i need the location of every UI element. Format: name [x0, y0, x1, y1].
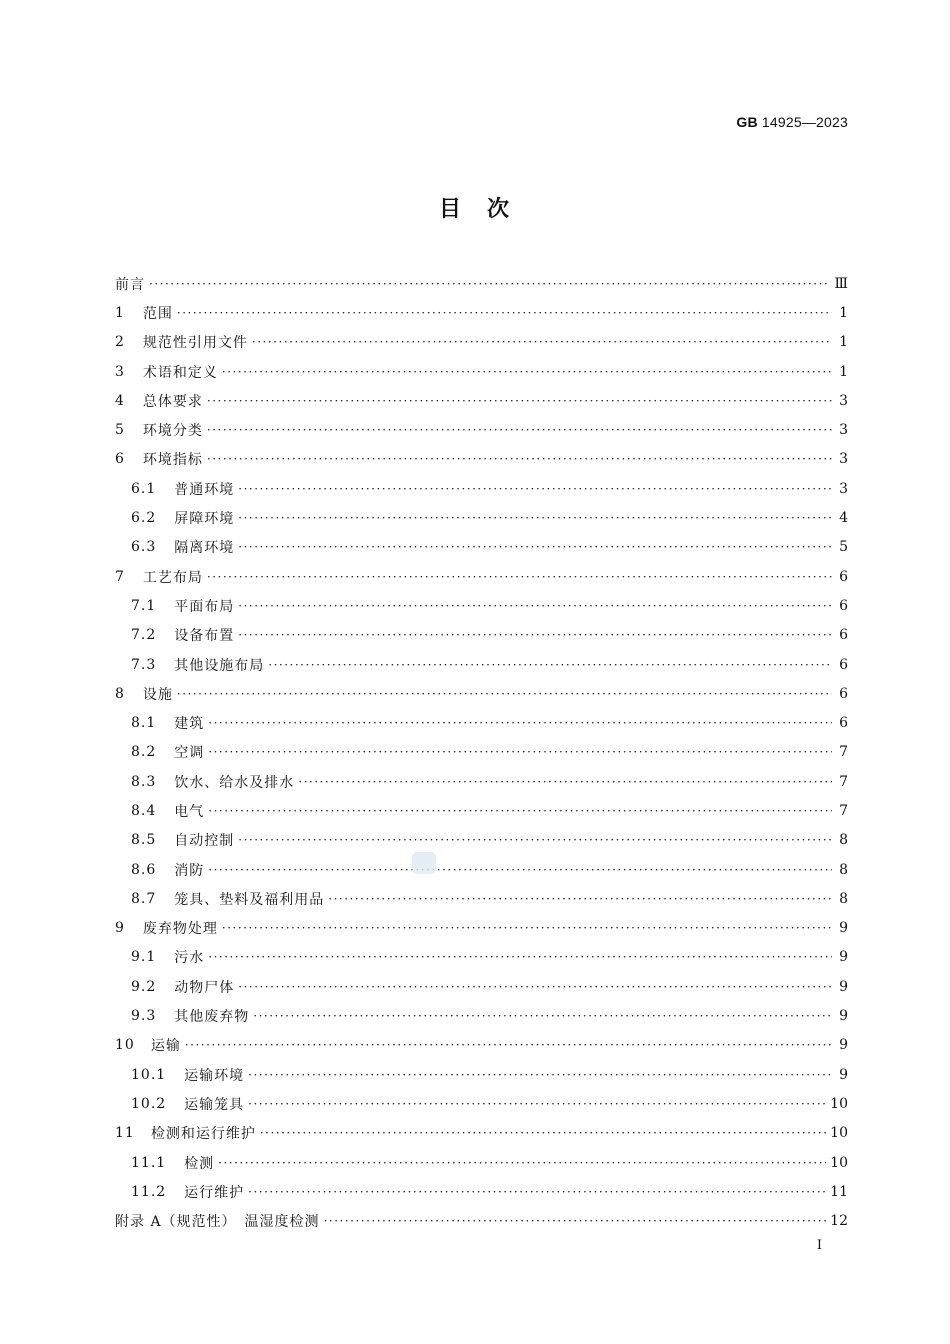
toc-dot-leader [149, 277, 830, 291]
toc-dot-leader [248, 1185, 826, 1199]
toc-entry-page: 3 [839, 392, 848, 409]
toc-entry[interactable] [115, 855, 848, 884]
toc-dot-leader [207, 452, 832, 466]
toc-entry-page: 7 [839, 773, 848, 790]
watermark-logo [412, 852, 436, 874]
toc-entry-page: 10 [830, 1125, 848, 1142]
toc-dot-leader [268, 658, 832, 672]
toc-entry-page: 11 [830, 1183, 848, 1200]
toc-entry-title: 隔离环境 [174, 540, 235, 557]
toc-dot-leader [207, 394, 832, 408]
toc-entry-title: 附录 A（规范性） 温湿度检测 [115, 1214, 320, 1231]
page-number: Ⅰ [816, 1238, 822, 1253]
toc-dot-leader [238, 599, 832, 613]
toc-entry-page: Ⅲ [834, 275, 848, 292]
toc-entry-number: 9.1 [131, 949, 157, 966]
toc-entry-page: 4 [839, 510, 848, 527]
toc-entry-page: 3 [839, 422, 848, 439]
toc-entry[interactable] [115, 1207, 848, 1236]
toc-dot-leader [252, 335, 832, 349]
toc-entry-title: 环境指标 [142, 452, 203, 469]
toc-entry-page: 8 [839, 861, 848, 878]
toc-entry[interactable] [115, 1001, 848, 1030]
toc-entry-number: 7.1 [131, 597, 157, 614]
toc-entry-number: 8 [115, 685, 125, 702]
toc-dot-leader [177, 306, 832, 320]
toc-dot-leader [208, 950, 832, 964]
toc-entry-page: 8 [839, 890, 848, 907]
standard-code-number: 14925—2023 [761, 114, 848, 130]
toc-entry-page: 8 [839, 832, 848, 849]
toc-entry-number: 6 [115, 451, 125, 468]
toc-dot-leader [324, 1214, 827, 1228]
toc-entry-title: 其他废弃物 [174, 1009, 250, 1026]
toc-entry-title: 其他设施布局 [174, 657, 265, 674]
toc-entry-number: 6.3 [131, 539, 157, 556]
toc-dot-leader [208, 804, 832, 818]
toc-entry-title: 建筑 [174, 716, 205, 733]
toc-entry-title: 电气 [174, 803, 205, 820]
toc-entry-page: 1 [839, 304, 848, 321]
toc-entry-number: 8.7 [131, 890, 157, 907]
toc-entry-title: 普通环境 [174, 481, 235, 498]
toc-entry[interactable] [115, 914, 848, 943]
toc-entry-title: 运行维护 [184, 1184, 245, 1201]
toc-entry-number: 8.6 [131, 861, 157, 878]
toc-dot-leader [208, 716, 832, 730]
toc-entry-number: 10.1 [131, 1066, 167, 1083]
toc-entry-number: 3 [115, 363, 125, 380]
toc-entry-title: 范围 [142, 305, 173, 322]
toc-entry-number: 8.4 [131, 802, 157, 819]
toc-entry-title: 设备布置 [174, 628, 235, 645]
toc-entry-number: 11.1 [131, 1154, 167, 1171]
toc-entry[interactable] [115, 621, 848, 650]
toc-entry-number: 10 [115, 1037, 135, 1054]
toc-entry-page: 6 [839, 685, 848, 702]
toc-dot-leader [222, 365, 832, 379]
toc-entry[interactable] [115, 269, 848, 298]
toc-entry-page: 6 [839, 568, 848, 585]
toc-entry-title: 工艺布局 [142, 569, 203, 586]
toc-entry-title: 自动控制 [174, 833, 235, 850]
toc-dot-leader [248, 1097, 826, 1111]
toc-dot-leader [248, 1068, 832, 1082]
toc-entry-page: 10 [830, 1095, 848, 1112]
toc-entry-page: 9 [839, 978, 848, 995]
toc-entry-title: 运输 [150, 1038, 181, 1055]
toc-entry-page: 6 [839, 627, 848, 644]
toc-entry-number: 9 [115, 920, 125, 937]
table-of-contents [115, 269, 848, 1236]
toc-dot-leader [298, 775, 832, 789]
toc-entry-number: 8.2 [131, 744, 157, 761]
toc-entry[interactable] [115, 884, 848, 913]
toc-entry[interactable] [115, 445, 848, 474]
toc-dot-leader [238, 511, 832, 525]
toc-entry[interactable] [115, 826, 848, 855]
toc-entry-title: 消防 [174, 862, 205, 879]
toc-entry[interactable] [115, 415, 848, 444]
toc-dot-leader [328, 892, 832, 906]
toc-dot-leader [238, 980, 832, 994]
toc-entry-page: 3 [839, 451, 848, 468]
toc-entry-page: 9 [839, 1066, 848, 1083]
toc-entry-page: 6 [839, 656, 848, 673]
page-title: 目 次 [438, 197, 511, 222]
toc-entry-title: 饮水、给水及排水 [174, 774, 295, 791]
toc-dot-leader [177, 687, 832, 701]
toc-dot-leader [207, 570, 832, 584]
toc-entry-title: 前言 [115, 276, 145, 293]
toc-entry[interactable] [115, 796, 848, 825]
toc-entry[interactable] [115, 972, 848, 1001]
toc-entry-title: 规范性引用文件 [142, 335, 248, 352]
toc-dot-leader [260, 1126, 826, 1140]
toc-entry-title: 空调 [174, 745, 205, 762]
toc-entry-number: 6.1 [131, 480, 157, 497]
toc-entry[interactable] [115, 1089, 848, 1118]
toc-entry[interactable] [115, 1119, 848, 1148]
toc-dot-leader [185, 1038, 832, 1052]
toc-entry-page: 7 [839, 802, 848, 819]
standard-code-prefix: GB [736, 114, 758, 130]
toc-entry-title: 废弃物处理 [142, 921, 218, 938]
toc-entry[interactable] [115, 1060, 848, 1089]
toc-dot-leader [218, 1156, 826, 1170]
toc-entry[interactable] [115, 708, 848, 737]
toc-dot-leader [222, 921, 832, 935]
toc-entry-page: 10 [830, 1154, 848, 1171]
toc-entry[interactable] [115, 474, 848, 503]
toc-entry-title: 动物尸体 [174, 979, 235, 996]
standard-code [736, 114, 848, 130]
toc-dot-leader [238, 628, 832, 642]
toc-entry[interactable] [115, 328, 848, 357]
toc-dot-leader [238, 540, 832, 554]
toc-entry[interactable] [115, 503, 848, 532]
toc-entry[interactable] [115, 767, 848, 796]
toc-dot-leader [208, 745, 832, 759]
toc-entry[interactable] [115, 1148, 848, 1177]
toc-entry[interactable] [115, 738, 848, 767]
toc-entry-title: 环境分类 [142, 423, 203, 440]
toc-entry-number: 8.5 [131, 832, 157, 849]
toc-entry-title: 术语和定义 [142, 364, 218, 381]
toc-entry-page: 1 [839, 334, 848, 351]
toc-entry-number: 11 [115, 1125, 135, 1142]
toc-entry[interactable] [115, 298, 848, 327]
toc-entry-number: 7 [115, 568, 125, 585]
toc-entry-title: 总体要求 [142, 393, 203, 410]
toc-entry-title: 平面布局 [174, 598, 235, 615]
toc-entry[interactable] [115, 679, 848, 708]
toc-entry-title: 笼具、垫料及福利用品 [174, 891, 325, 908]
toc-entry-number: 10.2 [131, 1095, 167, 1112]
toc-entry-number: 7.3 [131, 656, 157, 673]
toc-entry-title: 污水 [174, 950, 205, 967]
toc-entry-title: 检测 [184, 1155, 215, 1172]
toc-entry-page: 6 [839, 597, 848, 614]
toc-entry[interactable] [115, 562, 848, 591]
toc-entry-number: 1 [115, 304, 125, 321]
toc-entry-title: 检测和运行维护 [150, 1126, 256, 1143]
toc-dot-leader [238, 833, 832, 847]
toc-entry-page: 9 [839, 949, 848, 966]
toc-dot-leader [207, 423, 832, 437]
toc-entry[interactable] [115, 1177, 848, 1206]
toc-entry-number: 8.3 [131, 773, 157, 790]
toc-entry[interactable] [115, 943, 848, 972]
toc-entry-page: 9 [839, 920, 848, 937]
toc-entry-title: 运输笼具 [184, 1096, 245, 1113]
toc-entry-title: 设施 [142, 686, 173, 703]
toc-entry[interactable] [115, 386, 848, 415]
toc-entry-page: 9 [839, 1037, 848, 1054]
toc-entry-number: 5 [115, 422, 125, 439]
toc-entry[interactable] [115, 533, 848, 562]
toc-entry-number: 2 [115, 334, 125, 351]
toc-dot-leader [253, 1009, 832, 1023]
toc-entry-number: 11.2 [131, 1183, 167, 1200]
toc-entry-page: 1 [839, 363, 848, 380]
toc-entry[interactable] [115, 650, 848, 679]
toc-entry-page: 6 [839, 715, 848, 732]
toc-entry-number: 6.2 [131, 510, 157, 527]
toc-entry[interactable] [115, 1031, 848, 1060]
toc-entry-number: 9.2 [131, 978, 157, 995]
toc-dot-leader [238, 482, 832, 496]
toc-entry-title: 运输环境 [184, 1067, 245, 1084]
toc-entry-number: 7.2 [131, 627, 157, 644]
toc-entry-page: 9 [839, 1008, 848, 1025]
toc-entry[interactable] [115, 357, 848, 386]
toc-entry[interactable] [115, 591, 848, 620]
toc-entry-page: 3 [839, 480, 848, 497]
toc-entry-page: 7 [839, 744, 848, 761]
toc-entry-page: 12 [830, 1213, 848, 1230]
toc-entry-number: 9.3 [131, 1008, 157, 1025]
toc-entry-page: 5 [839, 539, 848, 556]
toc-entry-number: 8.1 [131, 715, 157, 732]
toc-entry-number: 4 [115, 392, 125, 409]
toc-dot-leader [208, 863, 832, 877]
toc-entry-title: 屏障环境 [174, 511, 235, 528]
